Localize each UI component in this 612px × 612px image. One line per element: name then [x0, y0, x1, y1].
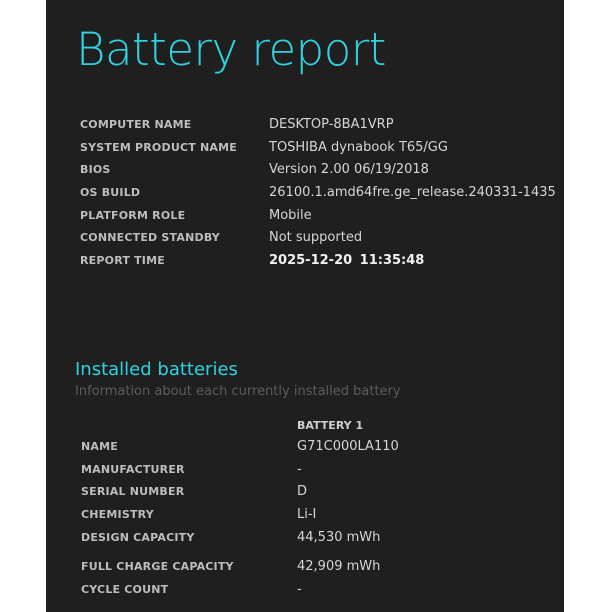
battery-row-manufacturer — [81, 459, 551, 482]
info-label: OS BUILD — [80, 186, 141, 200]
battery-label: DESIGN CAPACITY — [81, 530, 195, 544]
battery-label: MANUFACTURER — [81, 462, 185, 476]
report-time-value: 2025-12-20 11:35:48 — [269, 253, 425, 269]
info-value: TOSHIBA dynabook T65/GG — [269, 139, 448, 155]
battery-row-cycle-count — [81, 579, 551, 602]
battery-label: CHEMISTRY — [81, 508, 154, 522]
info-row-report-time — [80, 250, 550, 273]
info-row-computer-name — [80, 114, 550, 137]
battery-value: G71C000LA110 — [297, 439, 399, 454]
battery-row-chemistry — [81, 504, 551, 527]
info-row-os-build — [80, 182, 556, 205]
info-row-platform-role — [80, 205, 550, 228]
info-label: BIOS — [80, 163, 111, 177]
page-title: Battery report — [76, 23, 386, 76]
battery-column-header: BATTERY 1 — [297, 419, 364, 432]
battery-value: - — [297, 582, 302, 598]
info-label: SYSTEM PRODUCT NAME — [80, 140, 237, 154]
battery-row-name — [81, 436, 551, 459]
info-value: Not supported — [269, 230, 363, 246]
battery-value: - — [297, 461, 302, 477]
battery-label: SERIAL NUMBER — [81, 485, 185, 499]
info-value: 26100.1.amd64fre.ge_release.240331-1435 — [269, 185, 556, 201]
info-label: CONNECTED STANDBY — [80, 231, 220, 245]
battery-value: D — [297, 484, 308, 500]
battery-report-page — [46, 0, 564, 612]
battery-row-full-charge-capacity — [81, 556, 551, 579]
battery-row-serial-number — [81, 481, 551, 504]
info-row-system-product-name — [80, 137, 550, 160]
battery-value: 42,909 mWh — [297, 559, 381, 575]
system-info-table — [80, 114, 556, 273]
info-row-connected-standby — [80, 227, 550, 250]
section-title-installed-batteries: Installed batteries — [75, 359, 238, 380]
info-label: REPORT TIME — [80, 254, 165, 268]
info-row-bios — [80, 159, 550, 182]
battery-info-table — [81, 436, 551, 602]
section-subtitle: Information about each currently installed battery — [75, 384, 401, 399]
info-value: Mobile — [269, 207, 312, 223]
battery-label: FULL CHARGE CAPACITY — [81, 560, 234, 574]
info-value: Version 2.00 06/19/2018 — [269, 162, 429, 178]
battery-value: Li-I — [297, 507, 317, 523]
info-label: PLATFORM ROLE — [80, 208, 186, 222]
battery-label: NAME — [81, 440, 118, 453]
battery-value: 44,530 mWh — [297, 529, 381, 545]
info-label: COMPUTER NAME — [80, 118, 192, 131]
battery-row-design-capacity — [81, 527, 551, 550]
info-value: DESKTOP-8BA1VRP — [269, 117, 394, 132]
battery-label: CYCLE COUNT — [81, 583, 169, 597]
